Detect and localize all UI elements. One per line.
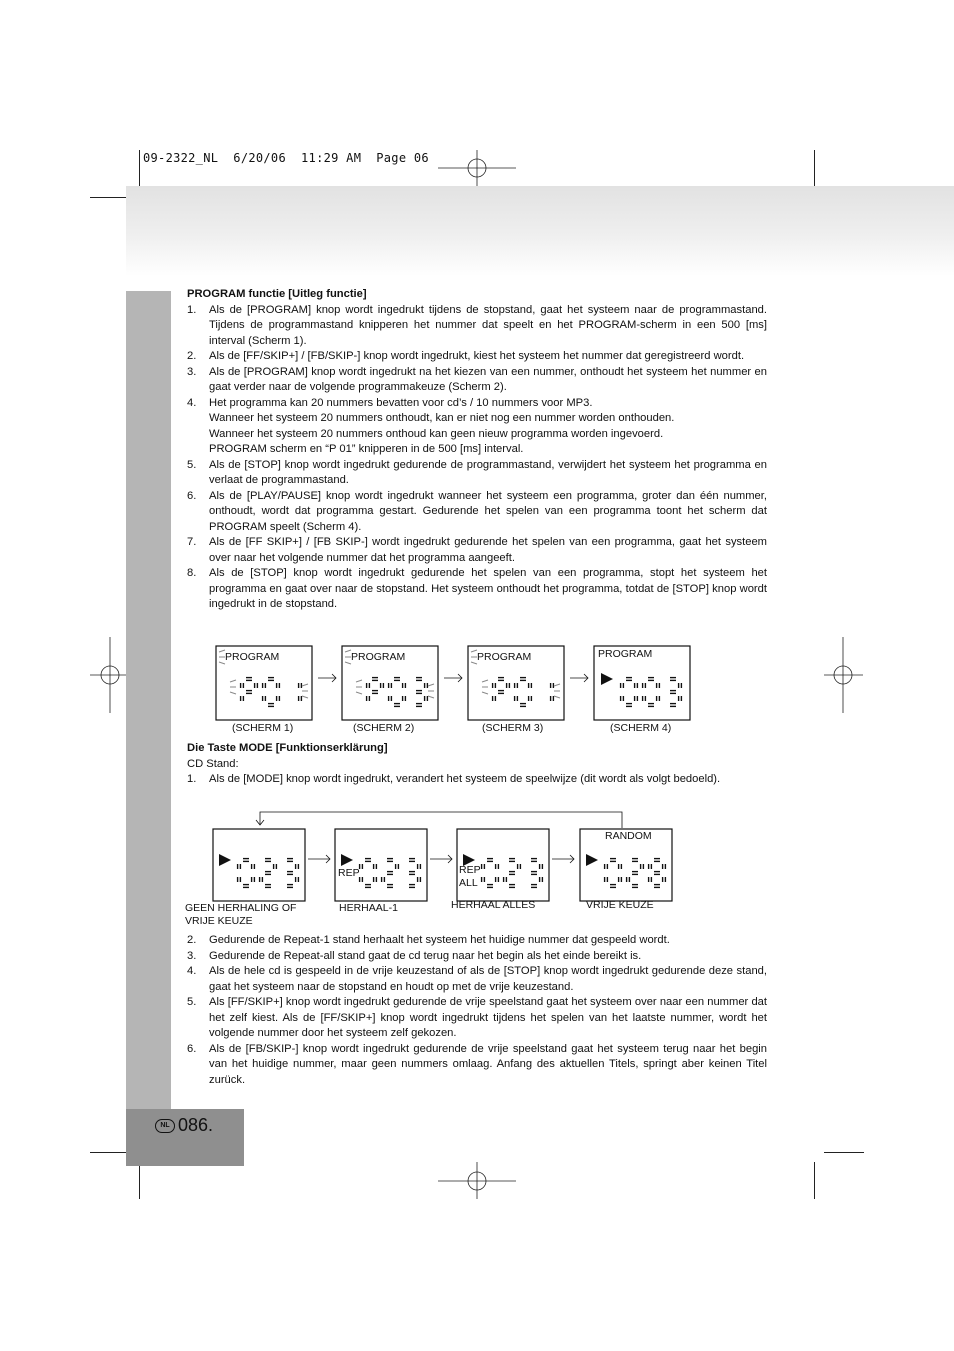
mode-screen-tag: REP [338, 867, 360, 879]
item-text: Het programma kan 20 nummers bevatten voor cd’s / 10 nummers voor MP3. [209, 396, 593, 409]
item-number: 3. [187, 365, 197, 378]
item-text: Als de [FF SKIP+] / [FB SKIP-] wordt ingedrukt gedurende het spelen van een programma, gaat het systeem over naar het volgende nummer dat het programma aangeeft. [209, 536, 767, 564]
program-screen-caption: (SCHERM 4) [610, 722, 672, 734]
mode-screen-caption: HERHAAL ALLES [451, 899, 536, 911]
item-text: Als de [MODE] knop wordt ingedrukt, verandert het systeem de speelwijze (dit wordt als volgt bedoeld). [209, 773, 721, 785]
program-screen-caption: (SCHERM 1) [232, 722, 294, 734]
item-number: 6. [187, 489, 197, 502]
item-text: Als de [STOP] knop wordt ingedrukt gedurende het spelen van een programma, stopt het systeem het programma en gaat over naar de stopstand. Het systeem onthoudt het programma, totdat de [STOP] knop wordt ingedrukt in de stopstand. [209, 567, 767, 610]
item-number: 7. [187, 536, 197, 548]
program-screen-caption: (SCHERM 2) [353, 722, 415, 734]
list-item [187, 949, 767, 965]
item-number: 5. [187, 458, 197, 471]
item-number: 2. [187, 350, 197, 362]
item-text-line: Wanneer het systeem 20 nummers onthoudt, kan er niet nog een nummer worden onthouden. [209, 412, 675, 424]
program-screen-label: PROGRAM [598, 648, 653, 660]
item-text-line: PROGRAM scherm en “P 01” knipperen in de 500 [ms] interval. [209, 443, 524, 455]
list-item [187, 933, 767, 949]
item-number: 1. [187, 773, 197, 785]
item-number: 8. [187, 567, 197, 579]
item-text: Als de hele cd is gespeeld in de vrije keuzestand of als de [STOP] knop wordt ingedrukt gedurende deze stand, gaat het systeem naar de stopstand en houdt op met de vrije keuzestand. [209, 965, 767, 993]
page-number: 086. [178, 1115, 214, 1135]
mode-screen-tag: REP ALL [459, 864, 481, 889]
item-number: 5. [187, 996, 197, 1008]
mode-list [187, 933, 767, 1088]
mode-screen-caption: VRIJE KEUZE [185, 915, 253, 927]
program-screen-label: PROGRAM [477, 651, 532, 663]
print-slug: 09-2322_NL 6/20/06 11:29 AM Page 06 [143, 151, 429, 165]
language-badge: NL [155, 1119, 175, 1133]
program-screen-label: PROGRAM [351, 651, 406, 663]
item-text: Als de [PLAY/PAUSE] knop wordt ingedrukt wanneer het systeem een programma, groter dan één nummer, onthoudt, wordt dat programma gestart. Gedurende het spelen van een programma toont het scherm dat PROGRAM speelt (Scherm 4). [209, 489, 767, 533]
mode-screen-caption: HERHAAL-1 [339, 902, 398, 914]
list-item [187, 995, 767, 1042]
program-heading: PROGRAM functie [Uitleg functie] [187, 288, 367, 300]
item-text-line: Wanneer het systeem 20 nummers onthoud kan geen nieuw programma worden ingevoerd. [209, 427, 664, 440]
item-number: 2. [187, 934, 197, 946]
item-text: Als de [PROGRAM] knop wordt ingedrukt na het kiezen van een nummer, onthoudt het systeem het nummer en gaat verder naar de volgende programmakeuze (Scherm 2). [209, 365, 767, 393]
list-item [187, 964, 767, 995]
mode-screen-tag: RANDOM [605, 830, 652, 842]
mode-subheading: CD Stand: [187, 757, 239, 770]
mode-screen-caption: GEEN HERHALING OF [185, 902, 297, 914]
list-item [187, 1042, 767, 1089]
item-text: Als de [STOP] knop wordt ingedrukt gedurende de programmastand, verwijdert het systeem het programma en verlaat de programmastand. [209, 458, 767, 486]
item-text: Gedurende de Repeat-1 stand herhaalt het systeem het huidige nummer dat gespeeld wordt. [209, 934, 670, 946]
mode-screen-caption: VRIJE KEUZE [586, 899, 654, 911]
item-text: Als de [PROGRAM] knop wordt ingedrukt tijdens de stopstand, gaat het systeem naar de programmastand. Tijdens de programmastand knipperen het nummer dat speelt en het PROGRAM-scherm in een 500 [ms] interval (Scherm 1). [209, 303, 767, 347]
item-text: Gedurende de Repeat-all stand gaat de cd terug naar het begin als het einde bereikt is. [209, 949, 642, 962]
item-number: 6. [187, 1042, 197, 1055]
program-screen-label: PROGRAM [225, 651, 280, 663]
item-text: Als de [FB/SKIP-] knop wordt ingedrukt gedurende de vrije speelstand gaat het systeem terug naar het begin van het huidige nummer, maar geen nummers omlaag. Anfang des aktuellen Titels, springt aber keinen Titel zurück. [209, 1042, 767, 1086]
mode-heading: Die Taste MODE [Funktionserklärung] [187, 742, 388, 754]
item-text: Als de [FF/SKIP+] / [FB/SKIP-] knop wordt ingedrukt, kiest het systeem het nummer dat geregistreerd wordt. [209, 350, 745, 362]
item-number: 3. [187, 949, 197, 962]
item-text: Als [FF/SKIP+] knop wordt ingedrukt gedurende de vrije speelstand gaat het systeem over naar een nummer dat het zelf kiest. Als de [FF/SKIP+] knop wordt ingedrukt tijdens het spelen van het laatste nummer, wordt het volgende nummer door het systeem zelf gekozen. [209, 996, 767, 1039]
program-screen-caption: (SCHERM 3) [482, 722, 544, 734]
item-number: 4. [187, 965, 197, 977]
item-number: 1. [187, 303, 197, 316]
item-number: 4. [187, 396, 197, 409]
mode-section-continued [187, 933, 767, 1088]
